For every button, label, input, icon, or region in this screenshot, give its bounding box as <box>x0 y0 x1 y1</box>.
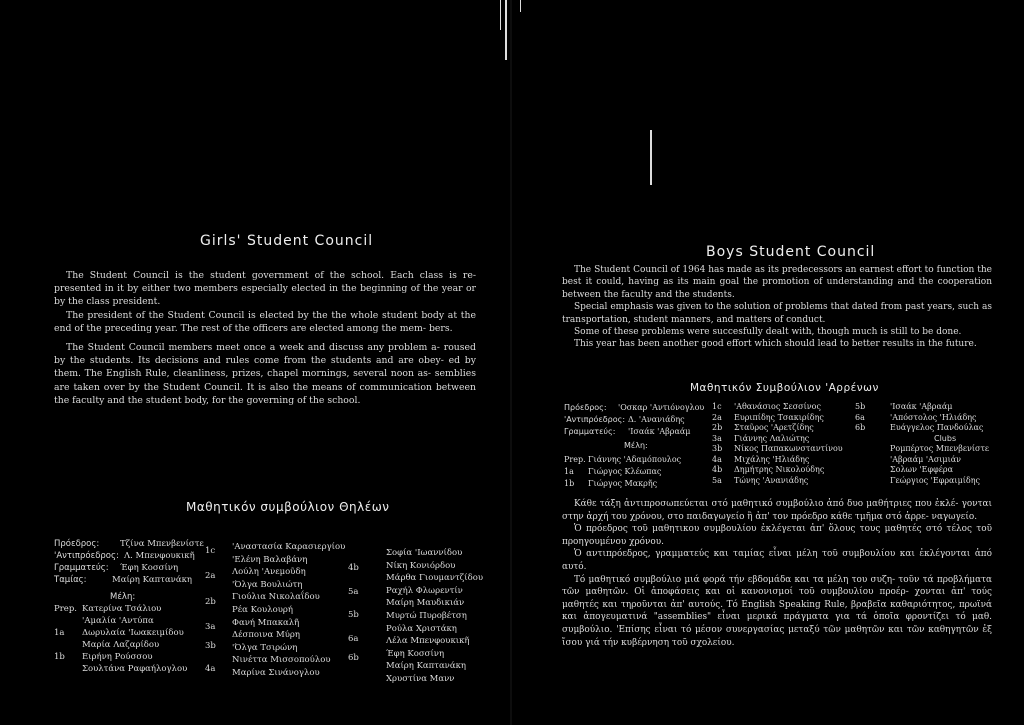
members-label: Μέλη: <box>110 592 136 602</box>
member-name: 'Αναστασία Καρασιεργίου <box>232 542 346 552</box>
greek-paragraph: Ὁ πρόεδρος τοῦ μαθητικου συμβουλίου ἐκλέγεται ἀπ' ὅλους τους μαθητές στό τέλος τοῦ προηγουμένου χρόνου. <box>562 524 992 547</box>
member-name: Ρέα Κουλουρή <box>232 604 293 615</box>
member-name: Σουλτάνα Ραφαήλογλου <box>82 664 188 674</box>
greek-paragraph: Κάθε τάξη ἀντιπροσωπεύεται στό μαθητικό συμβούλιο ἀπό δυο μαθήτριες που ἐκλέ- γονται στην ἀρχή του χρόνου, στο παιδαγωγείο ἢ ἀπ' τον πρόεδρο κάθε τμῆμα στό ἀρρε- ναγωγείο. <box>562 499 992 522</box>
girls-greek-title: Μαθητικόν συμβούλιον Θηλέων <box>186 500 390 514</box>
class-label: 5b <box>855 402 866 411</box>
member-name: 'Ισαάκ 'Αβραάμ <box>890 402 953 411</box>
class-label: 5a <box>348 587 359 597</box>
member-name: Λούλη 'Ανεμοῦδη <box>232 567 306 578</box>
girls-paragraph: The president of the Student Council is elected by the the whole student body at the end of the preceding year. The rest of the officers are elected among the mem- bers. <box>54 309 476 334</box>
member-name: Σοφία 'Ιωαννίδου <box>386 548 463 558</box>
class-label: Prep. <box>54 604 77 614</box>
class-label: 4a <box>712 454 722 464</box>
member-name: Μιχάλης 'Ηλιάδης <box>734 454 810 464</box>
member-name: Μαίρη Μαυδικιάν <box>386 598 465 609</box>
member-name: Λέλα Μπενφουκικῆ <box>386 636 470 647</box>
boys-paragraph: This year has been another good effort which should lead to better results in the future. <box>574 339 977 350</box>
class-label: 1b <box>54 652 65 662</box>
member-name: Ραχήλ Φλωρεντίν <box>386 585 463 596</box>
member-name: Μαίρη Καπτανάκη <box>386 661 466 672</box>
class-label: 6a <box>855 412 865 422</box>
member-name: Γεώργιος 'Εφραιμίδης <box>890 475 980 485</box>
member-name: 'Όλγα Βουλιώτη <box>232 579 303 590</box>
officer-role: 'Αντιπρόεδρος: <box>54 551 119 561</box>
member-name: Δημήτρης Νικολούδης <box>734 465 825 474</box>
class-label: 2a <box>205 571 216 581</box>
class-label: 2b <box>712 423 723 432</box>
member-name: 'Αμαλία 'Αντύπα <box>82 616 154 626</box>
boys-paragraph: The Student Council of 1964 has made as its predecessors an earnest effort to function the best it could, having as its main goal the promotion of understanding and the cooperation between the faculty and the students. <box>562 265 992 300</box>
girls-paragraph: The Student Council is the student government of the school. Each class is re- presented in it by either two members especially elected in the beginning of the year or by the class president. <box>54 270 476 308</box>
boys-greek-title: Μαθητικόν Συμβούλιον 'Αρρένων <box>690 382 879 394</box>
class-label: 4a <box>205 664 216 674</box>
boys-title: Boys Student Council <box>706 244 876 260</box>
class-label: 3a <box>205 622 216 632</box>
greek-paragraph: Τό μαθητικό συμβούλιο μιά φορά τήν εβδομάδα και τα μέλη του συζη- τοῦν τά προβλήματα τῶν μαθητῶν. Οἱ ἀποφάσεις και οἱ κανονισμοί τοῦ συμβουλίου προέρ- χονται ἀπ' τούς μαθητές και τηροῦνται ἀπ' αυτούς. Τό English Speaking Rule, βραβεῖα καθαριότητος, πρωϊνά και ἀπογευματινά "assemblies" εἶναι μερικά πράγματα για τά ὁποῖα φροντίζει τό μαθ. συμβούλιο. 'Επίσης εἶναι τό μέσον συνεργασίας μεταξύ τῶν μαθητῶν και τῶν καθηγητῶν ἐξ ἴσου γιά τήν κυβέρνηση τοῦ σχολείου. <box>562 574 992 648</box>
member-name: 'Αβραάμ 'Ασιμιάν <box>890 454 962 464</box>
member-name: Μυρτώ Πυροβέτση <box>386 610 467 621</box>
class-label: 1c <box>712 402 722 411</box>
class-label: 6b <box>855 423 866 432</box>
officer-role: Πρόεδρος: <box>564 403 607 412</box>
class-label: 4b <box>712 465 723 474</box>
member-name: Ρούλα Χριστάκη <box>386 623 457 634</box>
class-label: 2b <box>205 597 216 607</box>
girls-right-members <box>386 547 483 686</box>
boys-council-page <box>512 0 1024 725</box>
officer-name: Έφη Κοσσίνη <box>120 563 179 573</box>
member-name: Ρομπέρτος Μπενβενίστε <box>890 444 990 453</box>
member-name: Γιώργος Κλέωπας <box>588 467 662 476</box>
members-label: Μέλη: <box>624 441 648 450</box>
member-name: Νίκη Κονιόρδου <box>386 560 456 571</box>
class-label: 4b <box>348 563 359 573</box>
member-name: Γιούλια Νικολαΐδου <box>232 592 320 603</box>
boys-middle-classes <box>712 402 722 486</box>
member-name: Νινέττα Μισσοπούλου <box>232 655 331 666</box>
class-label: 5a <box>712 475 722 485</box>
officer-name: 'Ισαάκ 'Αβραάμ <box>628 427 691 436</box>
class-label: Prep. <box>564 455 586 464</box>
boys-paragraph: Some of these problems were succesfully dealt with, though much is still to be done. <box>574 327 962 338</box>
class-label: 6b <box>348 653 359 663</box>
officer-role: Πρόεδρος: <box>54 539 100 549</box>
class-label: 1a <box>564 467 574 476</box>
member-name: Γιάννης Λαλιώτης <box>734 433 810 443</box>
member-name: 'Απόστολος 'Ηλιάδης <box>890 412 977 422</box>
member-name: Μαρίνα Σινάνογλου <box>232 667 320 678</box>
clubs-heading: Clubs <box>934 433 957 443</box>
member-name: Μαρία Λαζαρίδου <box>82 640 160 650</box>
member-name: 'Ελένη Βαλαβάνη <box>232 554 308 565</box>
member-name: Φανή Μπακαλῆ <box>232 617 300 628</box>
member-name: Κατερίνα Τσάλιου <box>82 604 162 614</box>
member-name: Δέσποινα Μύρη <box>232 630 300 641</box>
member-name: Σολων 'Εφφέρα <box>890 465 953 474</box>
officer-role: Ταμίας: <box>54 575 87 585</box>
member-name: Γιώργος Μακρῆς <box>588 479 658 488</box>
class-label: 1c <box>205 546 216 556</box>
boys-right-members <box>890 402 989 486</box>
officer-name: Δ. 'Ανανιάδης <box>628 415 685 424</box>
member-name: Ευριπίδης Τσακιρίδης <box>734 412 824 422</box>
member-name: Χρυστίνα Μανν <box>386 673 455 684</box>
girls-middle-members <box>232 541 345 680</box>
member-name: Σταῦρος 'Αρετζίδης <box>734 423 814 432</box>
boys-english-text <box>562 264 992 351</box>
girls-title: Girls' Student Council <box>200 233 374 249</box>
member-name: Τώνης 'Ανανιάδης <box>734 475 809 485</box>
member-name: 'Αθανάσιος Σεσσίνος <box>734 402 821 411</box>
boys-paragraph: Special emphasis was given to the solution of problems that dated from past years, such as transportation, student manners, and matters of conduct. <box>562 302 992 325</box>
officer-role: Γραμματεύς: <box>564 427 616 436</box>
member-name: Μάρθα Γιουμαντζίδου <box>386 573 483 584</box>
member-name: Νίκος Παπακωνσταντίνου <box>734 444 843 453</box>
member-name: 'Όλγα Τσιρώνη <box>232 642 298 653</box>
class-label: 3a <box>712 433 722 443</box>
member-name: Ευάγγελος Πανδούλας <box>890 423 984 432</box>
girls-english-text <box>54 269 476 407</box>
officer-name: Λ. Μπενφουκικῆ <box>124 551 195 561</box>
class-label: 2a <box>712 412 722 422</box>
class-label: 5b <box>348 610 359 620</box>
member-name: Γιάννης 'Αδαμόπουλος <box>588 455 682 464</box>
officer-name: 'Οσκαρ 'Αντιόνογλου <box>618 403 705 412</box>
boys-greek-text <box>562 498 992 649</box>
member-name: Ειρήνη Ρούσσου <box>82 652 153 662</box>
class-label: 1b <box>564 479 575 488</box>
officer-name: Τζίνα Μπενβενίστε <box>120 539 204 549</box>
member-name: Έφη Κοσσίνη <box>386 648 445 659</box>
member-name: Δωρυλαία 'Ιωακειμίδου <box>82 628 184 638</box>
class-label: 3b <box>205 641 216 651</box>
officer-role: Γραμματεύς: <box>54 563 109 573</box>
officer-role: 'Αντιπρόεδρος: <box>564 415 626 424</box>
boys-middle-members <box>734 402 843 486</box>
greek-paragraph: Ὁ αντιπρόεδρος, γραμματεύς και ταμίας εἶναι μέλη τοῦ συμβουλίου και ἐκλέγονται ἀπό αυτό. <box>562 549 992 572</box>
boys-right-classes <box>855 402 865 434</box>
officer-name: Μαίρη Καπτανάκη <box>112 575 192 585</box>
class-label: 3b <box>712 444 723 453</box>
girls-paragraph: The Student Council members meet once a week and discuss any problem a- roused by the students. Its decisions and rules come from the students and are obey- ed by them. The English Rule, cleanliness, prizes, chapel mornings, several noon as- semblies are taken over by the Student Council. It is also the means of communication between the faculty and the student body, for the governing of the school. <box>54 342 476 406</box>
class-label: 1a <box>54 628 65 638</box>
class-label: 6a <box>348 634 359 644</box>
